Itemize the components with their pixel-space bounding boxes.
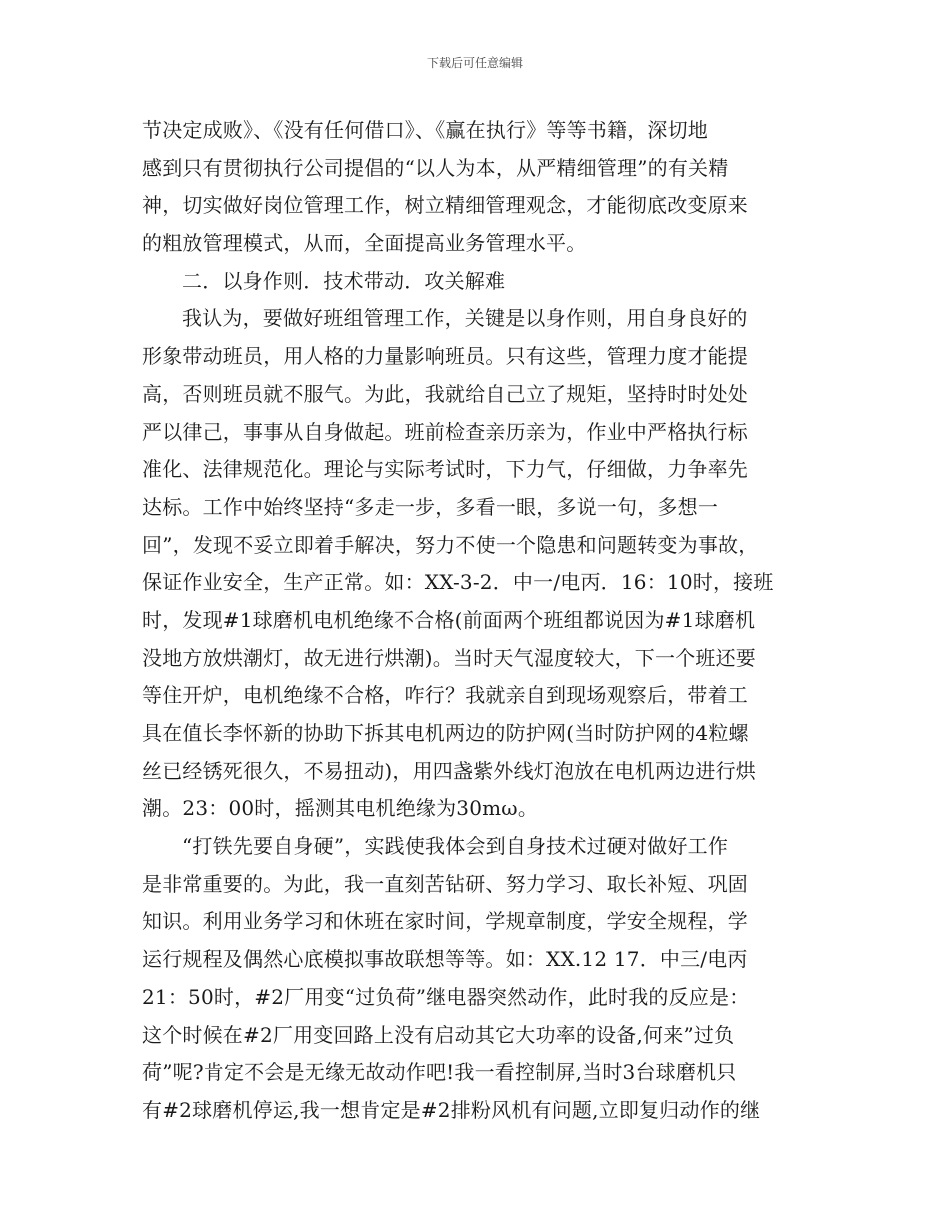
text-line: 是非常重要的。为此，我一直刻苦钻研、努力学习、取长补短、巩固 (142, 871, 748, 896)
document-body (142, 112, 812, 1130)
text-line: 准化、法律规范化。理论与实际考试时，下力气，仔细做，力争率先 (142, 457, 748, 482)
text-line: 节决定成败》、《没有任何借口》、《赢在执行》等等书籍，深切地 (142, 118, 708, 142)
text-line: 这个时候在#2厂用变回路上没有启动其它大功率的设备,何来”过负 (142, 1022, 735, 1047)
text-line: 运行规程及偶然心底模拟事故联想等等。如：XX.12 17．中三/电丙 (142, 947, 748, 972)
text-line: 神，切实做好岗位管理工作，树立精细管理观念，才能彻底改变原来 (142, 193, 748, 218)
text-line: 的粗放管理模式，从而，全面提高业务管理水平。 (142, 231, 587, 256)
text-line: 具在值长李怀新的协助下拆其电机两边的防护网(当时防护网的4粒螺 (142, 721, 749, 745)
text-line: 感到只有贯彻执行公司提倡的“以人为本，从严精细管理”的有关精 (142, 155, 729, 180)
page-header: 下载后可任意编辑 (426, 56, 523, 70)
text-line: 时，发现#1球磨机电机绝缘不合格(前面两个班组都说因为#1球磨机 (142, 607, 756, 632)
text-line: 有#2球磨机停运,我一想肯定是#2排粉风机有问题,立即复归动作的继 (142, 1097, 761, 1122)
text-line: 回”，发现不妥立即着手解决，努力不使一个隐患和问题转变为事故， (142, 532, 759, 557)
text-line: 达标。工作中始终坚持“多走一步，多看一眼，多说一句，多想一 (142, 494, 719, 519)
text-line: 知识。利用业务学习和休班在家时间，学规章制度，学安全规程，学 (142, 909, 748, 934)
text-line: 高，否则班员就不服气。为此，我就给自己立了规矩，坚持时时处处 (142, 381, 748, 406)
text-line: 没地方放烘潮灯，故无进行烘潮)。当时天气湿度较大，下一个班还要 (142, 645, 757, 670)
text-line: 保证作业安全，生产正常。如：XX-3-2．中一/电丙．16：10时，接班 (142, 570, 774, 595)
text-line: “打铁先要自身硬”，实践使我体会到自身技术过硬对做好工作 (182, 834, 729, 859)
text-line: 21：50时，#2厂用变“过负荷”继电器突然动作，此时我的反应是： (142, 984, 750, 1009)
text-line: 荷”呢?肯定不会是无缘无故动作吧!我一看控制屏,当时3台球磨机只 (142, 1060, 737, 1085)
section-heading: 二．以身作则．技术带动．攻关解难 (182, 268, 506, 293)
text-line: 等住开炉，电机绝缘不合格，咋行？我就亲自到现场观察后，带着工 (142, 683, 748, 708)
text-line: 丝已经锈死很久，不易扭动)，用四盏紫外线灯泡放在电机两边进行烘 (142, 758, 757, 783)
text-line: 严以律己，事事从自身做起。班前检查亲历亲为，作业中严格执行标 (142, 419, 748, 444)
text-line: 潮。23：00时，摇测其电机绝缘为30mω。 (142, 796, 539, 821)
text-line: 我认为，要做好班组管理工作，关键是以身作则，用自身良好的 (182, 306, 748, 331)
text-line: 形象带动班员，用人格的力量影响班员。只有这些，管理力度才能提 (142, 344, 748, 369)
